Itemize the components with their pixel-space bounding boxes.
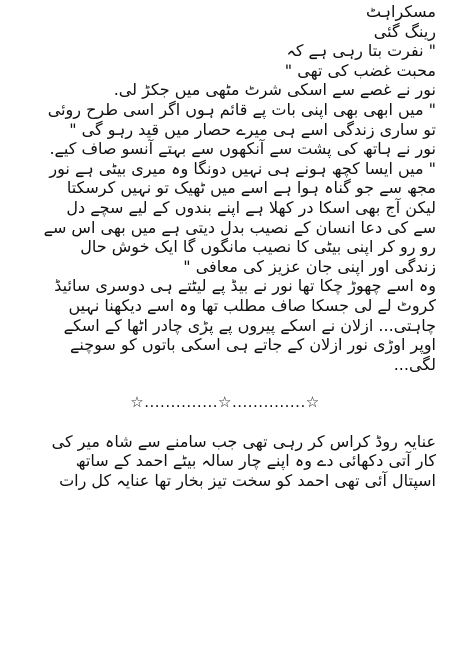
text-line: تو ساری زندگی اسے ہی میرے حصار میں قید رہو گی " [69,119,436,139]
text-line: اسپتال آئی تھی احمد کو سخت تیز بخار تھا عنایہ کل رات [59,471,436,491]
text-line: زندگی اور اپنی جان عزیز کی معافی " [183,256,436,276]
text-line: رو رو کر اپنی بیٹی کا نصیب مانگوں گا ایک خوش حال [80,237,436,257]
text-line: " نفرت بتا رہی ہے کہ [286,41,436,61]
text-line: " میں ایسا کچھ ہونے ہی نہیں دونگا وہ میری بیٹی ہے نور [49,158,436,178]
text-line: عنایہ روڈ کراس کر رہی تھی جب سامنے سے شاہ میر کی [51,431,436,451]
text-line: مجھ سے جو گناہ ہوا ہے اسے میں ٹھیک تو نہیں کرسکتا [66,178,436,198]
text-line: سے کی دعا انسان کے نصیب بدل دیتی ہے میں بھی اس سے [43,217,436,237]
text-line: وہ اسے چھوڑ چکا تھا نور نے بیڈ پے لیٹتے ہی دوسری سائیڈ [54,276,436,296]
text-line: لگی... [393,354,436,374]
text-line: رینگ گئی [373,21,436,41]
text-line: " میں ابھی بھی اپنی بات پے قائم ہوں اگر اسی طرح روئی [47,99,436,119]
spacer [14,413,436,432]
text-line: چاہتی... ازلان نے اسکے پیروں پے پڑی چادر اٹھا کے اسکے [63,315,436,335]
text-line: لیکن آج بھی اسکا در کھلا ہے اپنے بندوں کے لیے سچے دل [66,197,436,217]
separator-dots: .............. [231,393,306,412]
text-line: کروٹ لے لی جسکا صاف مطلب تھا وہ اسے دیکھنا نہیں [68,295,436,315]
separator-dots: .............. [144,393,219,412]
text-line: محبت غضب کی تھی " [284,60,436,80]
star-icon: ☆ [130,393,145,412]
star-icon: ☆ [218,393,232,412]
star-icon: ☆ [305,393,320,412]
section-separator [14,393,436,413]
spacer [14,374,436,393]
text-line: نور نے غصے سے اسکی شرٹ مٹھی میں جکڑ لی. [113,80,436,100]
text-line: نور نے ہاتھ کی پشت سے آنکھوں سے بہتے آنسو صاف کیے. [49,139,436,159]
text-line: مسکراہٹ [365,2,436,21]
text-line: کار آتی دکھائی دے وہ اپنے چار سالہ بیٹے احمد کے ساتھ [75,451,436,471]
text-line: اوپر اوڑی نور ازلان کے جاتے ہی اسکی باتوں کو سوچنے [70,335,436,355]
